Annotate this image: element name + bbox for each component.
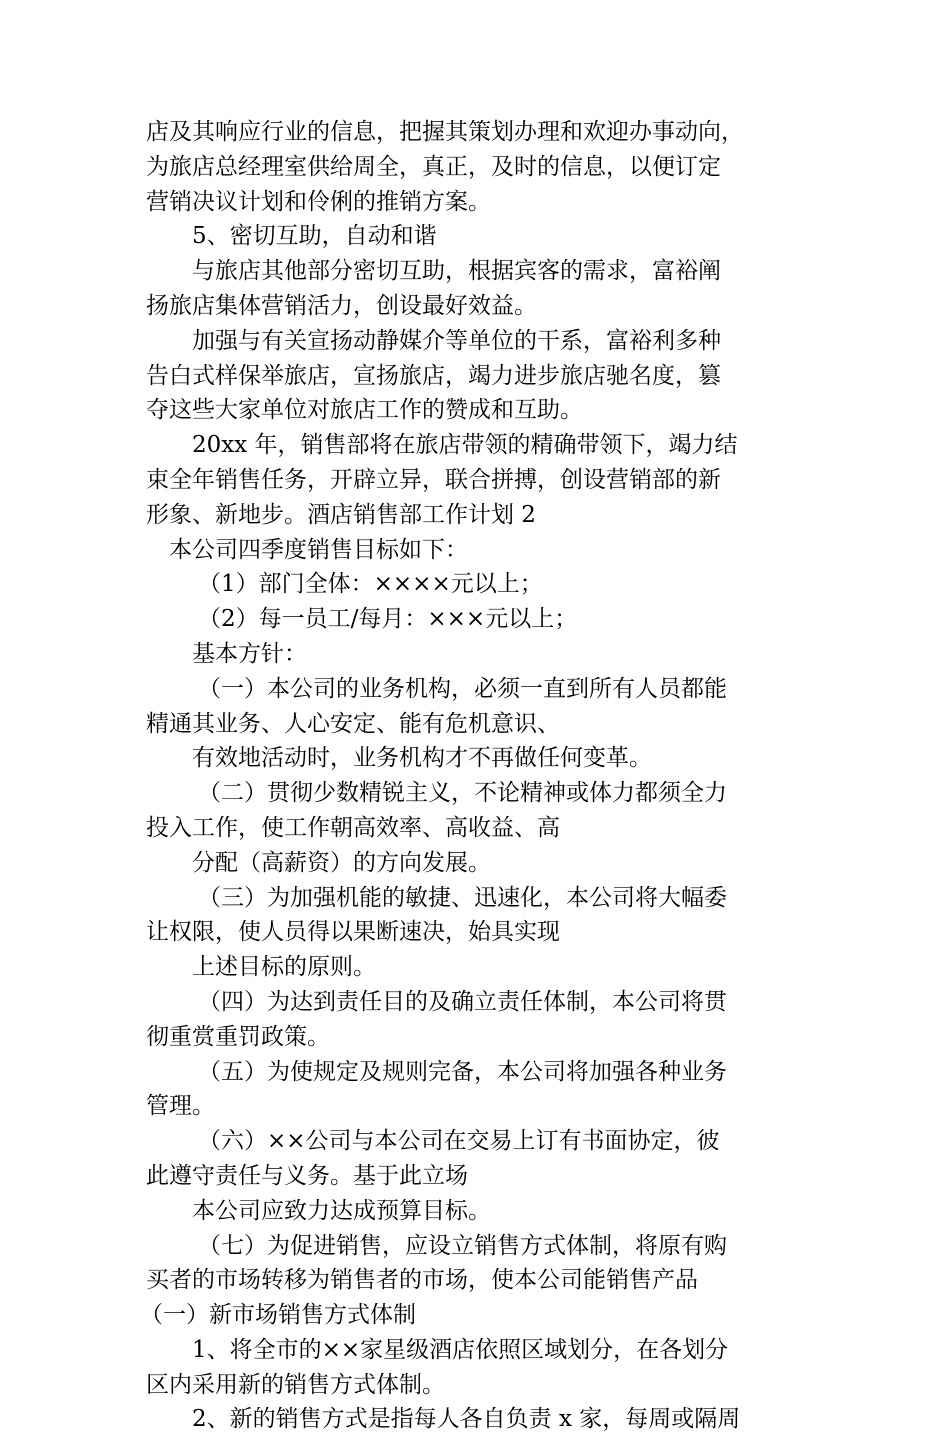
text-line-19: 有效地活动时，业务机构才不再做任何变革。 — [192, 745, 652, 772]
text-line-37: 区内采用新的销售方式体制。 — [146, 1371, 445, 1398]
text-line-2: 为旅店总经理室供给周全，真正，及时的信息，以便订定 — [146, 153, 721, 180]
text-line-35: （一）新市场销售方式体制 — [140, 1302, 416, 1329]
text-line-23: （三）为加强机能的敏捷、迅速化，本公司将大幅委 — [198, 884, 727, 911]
text-line-33: （七）为促进销售，应设立销售方式体制，将原有购 — [198, 1232, 727, 1259]
text-line-12: 形象、新地步。酒店销售部工作计划 2 — [146, 501, 536, 528]
text-line-6: 扬旅店集体营销活力，创设最好效益。 — [146, 292, 537, 319]
text-line-5: 与旅店其他部分密切互助，根据宾客的需求，富裕阐 — [192, 258, 721, 285]
text-line-1: 店及其响应行业的信息，把握其策划办理和欢迎办事动向， — [146, 119, 744, 145]
text-line-3: 营销决议计划和伶俐的推销方案。 — [146, 188, 491, 215]
text-line-4: 5、密切互助，自动和谐 — [192, 223, 437, 250]
text-line-22: 分配（高薪资）的方向发展。 — [192, 849, 491, 876]
text-line-11: 束全年销售任务，开辟立异，联合拼搏，创设营销部的新 — [146, 466, 721, 493]
text-line-29: 管理。 — [146, 1093, 215, 1120]
text-line-26: （四）为达到责任目的及确立责任体制，本公司将贯 — [198, 988, 727, 1015]
text-line-32: 本公司应致力达成预算目标。 — [192, 1197, 491, 1224]
text-line-28: （五）为使规定及规则完备，本公司将加强各种业务 — [198, 1058, 727, 1085]
text-line-17: （一）本公司的业务机构，必须一直到所有人员都能 — [198, 675, 727, 702]
text-line-27: 彻重赏重罚政策。 — [146, 1023, 330, 1050]
text-line-7: 加强与有关宣扬动静媒介等单位的干系，富裕利多种 — [192, 327, 721, 354]
text-line-30: （六）××公司与本公司在交易上订有书面协定，彼 — [198, 1128, 720, 1155]
text-line-15: （2）每一员工/每月：×××元以上； — [198, 606, 578, 633]
text-line-21: 投入工作，使工作朝高效率、高收益、高 — [146, 814, 560, 841]
text-line-38: 2、新的销售方式是指每人各自负责 x 家，每周或隔周 — [192, 1406, 741, 1433]
text-line-34: 买者的市场转移为销售者的市场，使本公司能销售产品 — [146, 1267, 698, 1294]
document-body — [140, 115, 806, 1437]
text-line-9: 夺这些大家单位对旅店工作的赞成和互助。 — [146, 397, 583, 424]
text-line-36: 1、将全市的××家星级酒店依照区域划分，在各划分 — [192, 1336, 729, 1363]
text-line-24: 让权限，使人员得以果断速决，始具实现 — [146, 919, 560, 946]
text-line-14: （1）部门全体：××××元以上； — [198, 571, 543, 598]
text-line-31: 此遵守责任与义务。基于此立场 — [146, 1162, 468, 1189]
text-line-25: 上述目标的原则。 — [192, 954, 376, 981]
text-line-18: 精通其业务、人心安定、能有危机意识、 — [146, 710, 560, 737]
text-line-8: 告白式样保举旅店，宣扬旅店，竭力进步旅店驰名度，篡 — [146, 362, 721, 389]
text-line-20: （二）贯彻少数精锐主义，不论精神或体力都须全力 — [198, 780, 727, 807]
text-line-13: 本公司四季度销售目标如下： — [169, 536, 468, 563]
text-line-10: 20xx 年，销售部将在旅店带领的精确带领下，竭力结 — [192, 432, 738, 459]
text-line-16: 基本方针： — [192, 640, 307, 667]
